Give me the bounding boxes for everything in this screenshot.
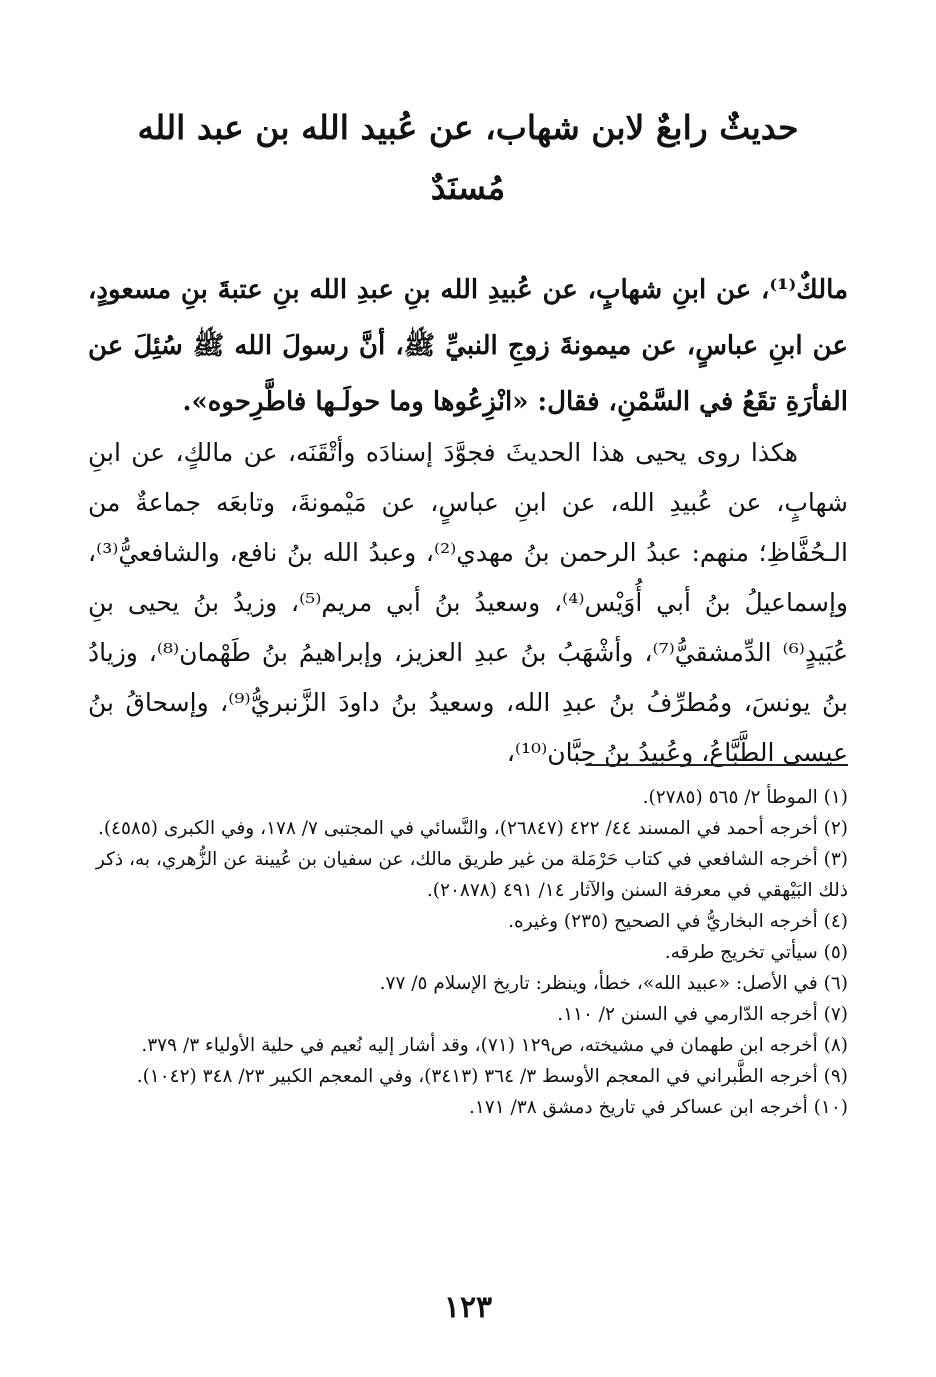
hadith-subtitle: مُسنَدٌ xyxy=(430,168,506,207)
footnote-10: (١٠) أخرجه ابن عساكر في تاريخ دمشق ٣٨/ ١٧١. xyxy=(468,1097,848,1118)
footnote-4: (٤) أخرجه البخاريُّ في الصحيح (٢٣٥) وغيره. xyxy=(508,911,848,932)
footnote-8: (٨) أخرجه ابن طهمان في مشيخته، ص١٢٩ (٧١)، وقد أشار إليه نُعيم في حلية الأولياء ٣/ ٣٧٩. xyxy=(141,1035,848,1056)
footnote-6: (٦) في الأصل: «عبيد الله»، خطأ، وينظر: تاريخ الإسلام ٥/ ٧٧. xyxy=(379,973,848,994)
hadith-title: حديثٌ رابعٌ لابن شهاب، عن عُبيد الله بن عبد الله xyxy=(137,108,799,147)
footnote-3: (٣) أخرجه الشافعي في كتاب حَرْمَلة من غير طريق مالك، عن سفيان بن عُيينة عن الزُّهري، به، ذكر ذلك البَيْهقي في معرفة السنن والآثار ١٤/ ٤٩١ (٢٠٨٧٨). xyxy=(95,849,848,901)
footnotes-list xyxy=(92,782,848,1123)
commentary-paragraph: هكذا روى يحيى هذا الحديثَ فجوَّدَ إسنادَه وأتْقَنَه، عن مالكٍ، عن ابنِ شهابٍ، عن عُبيدِ الله، عن ابنِ عباسٍ، عن مَيْمونةَ، وتابعَه جماعةٌ من الـحُفَّاظِ؛ منهم: عبدُ الرحمن بنُ مهدي⁽²⁾، وعبدُ الله بنُ نافع، والشافعيُّ⁽³⁾، وإسماعيلُ بنُ أبي أُوَيْس⁽⁴⁾، وسعيدُ بنُ أبي مريم⁽⁵⁾، وزيدُ بنُ يحيى بنِ عُبَيدٍ⁽⁶⁾ الدِّمشقيُّ⁽⁷⁾، وأشْهَبُ بنُ عبدِ العزيز، وإبراهيمُ بنُ طَهْمان⁽⁸⁾، وزيادُ بنُ يونسَ، ومُطرِّفُ بنُ عبدِ الله، وسعيدُ بنُ داودَ الزَّنبريُّ⁽⁹⁾، وإسحاقُ بنُ عيسى الطَّبَّاعُ، وعُبيدُ بنُ حِبَّان⁽¹⁰⁾، xyxy=(88,438,849,767)
footnote-1: (١) الموطأ ٢/ ٥٦٥ (٢٧٨٥). xyxy=(642,787,848,808)
footnote-7: (٧) أخرجه الدّارمي في السنن ٢/ ١١٠. xyxy=(557,1004,848,1025)
footnote-5: (٥) سيأتي تخريج طرقه. xyxy=(664,942,848,963)
hadith-text: مالكٌ⁽¹⁾، عن ابنِ شهابٍ، عن عُبيدِ الله بنِ عبدِ الله بنِ عتبةَ بنِ مسعودٍ، عن ابنِ عباسٍ، عن ميمونةَ زوجِ النبيِّ ﷺ، أنَّ رسولَ الله ﷺ سُئِلَ عن الفأرَةِ تقَعُ في السَّمْنِ، فقال: «انْزِعُوها وما حولَـها فاطَّرِحوه». xyxy=(88,275,848,417)
footnote-separator xyxy=(586,764,848,766)
footnote-2: (٢) أخرجه أحمد في المسند ٤٤/ ٤٢٢ (٢٦٨٤٧)، والنَّسائي في المجتبى ٧/ ١٧٨، وفي الكبرى (٤٥٨٥). xyxy=(97,818,848,839)
page-number: ١٢٣ xyxy=(443,1290,493,1325)
footnote-9: (٩) أخرجه الطَّبراني في المعجم الأوسط ٣/ ٣٦٤ (٣٤١٣)، وفي المعجم الكبير ٢٣/ ٣٤٨ (١٠٤٢). xyxy=(136,1066,848,1087)
